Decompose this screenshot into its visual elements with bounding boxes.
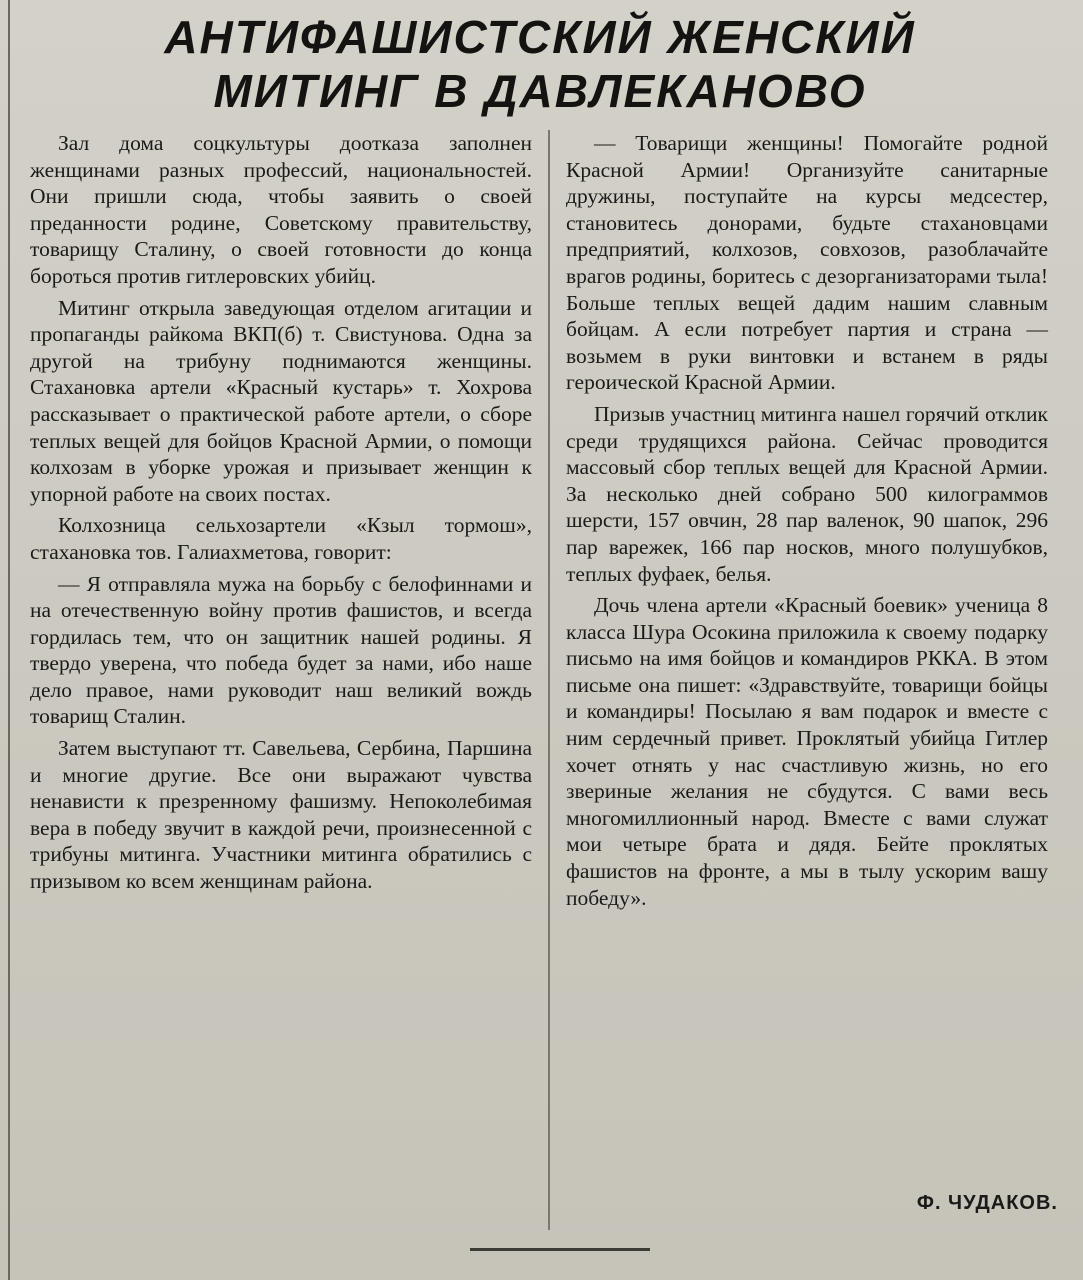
- paragraph: Колхозница сельхозартели «Кзыл тормош», стахановка тов. Галиахметова, говорит:: [30, 513, 532, 564]
- paragraph: Затем выступают тт. Савельева, Сербина, Паршина и многие другие. Все они выражают чувства ненависти к презренному фашизму. Непоколебимая вера в победу звучит в каждой речи, произнесенной с трибуны митинга. Участники митинга обратились с призывом ко всем женщинам района.: [30, 736, 532, 894]
- paragraph: Дочь члена артели «Красный боевик» ученица 8 класса Шура Осокина приложила к своему подарку письмо на имя бойцов и командиров РККА. В этом письме она пишет: «Здравствуйте, товарищи бойцы и командиры! Посылаю я вам подарок и вместе с ним сердечный привет. Проклятый убийца Гитлер хочет отнять у нас счастливую жизнь, но его звериные желания не сбудутся. С вами весь многомиллионный народ. Вместе с вами служат мои четыре брата и дядя. Бейте проклятых фашистов на фронте, а мы в тылу ускорим вашу победу».: [566, 593, 1048, 910]
- left-column: [30, 130, 532, 895]
- bottom-rule: [470, 1248, 650, 1251]
- paragraph: Зал дома соцкультуры доотказа заполнен женщинами разных профессий, национальностей. Они пришли сюда, чтобы заявить о своей преданности родине, Советскому правительству, товарищу Сталину, о своей готовности до конца бороться против гитлеровских убийц.: [30, 131, 532, 288]
- left-margin-rule: [8, 0, 10, 1280]
- headline-line-2: МИТИНГ В ДАВЛЕКАНОВО: [213, 65, 867, 117]
- right-column: [566, 130, 1048, 911]
- paragraph: Призыв участниц митинга нашел горячий отклик среди трудящихся района. Сейчас проводится массовый сбор теплых вещей для Красной Армии. За несколько дней собрано 500 килограммов шерсти, 157 овчин, 28 пар валенок, 90 шапок, 296 пар варежек, 166 пар носков, много полушубков, теплых фуфаек, белья.: [566, 401, 1048, 586]
- column-divider: [548, 130, 550, 1230]
- paragraph: — Товарищи женщины! Помогайте родной Красной Армии! Организуйте санитарные дружины, поступайте на курсы медсестер, становитесь донорами, будьте стахановцами предприятий, колхозов, совхозов, разоблачайте врагов родины, боритесь с дезорганизаторами тыла! Больше теплых вещей дадим нашим славным бойцам. А если потребует партия и страна — возьмем в руки винтовки и встанем в ряды героической Красной Армии.: [566, 131, 1048, 395]
- paragraph: Митинг открыла заведующая отделом агитации и пропаганды райкома ВКП(б) т. Свистунова. Одна за другой на трибуну поднимаются женщины. Стахановка артели «Красный кустарь» т. Хохрова рассказывает о практической работе артели, о сборе теплых вещей для бойцов Красной Армии, о помощи колхозам в уборке урожая и призывает женщин к упорной работе на своих постах.: [30, 295, 532, 506]
- headline-line-1: АНТИФАШИСТСКИЙ ЖЕНСКИЙ: [164, 11, 916, 63]
- author-signature: Ф. ЧУДАКОВ.: [916, 1192, 1058, 1214]
- article-headline: [60, 10, 1020, 118]
- paragraph: — Я отправляла мужа на борьбу с белофиннами и на отечественную войну против фашистов, и всегда гордилась тем, что он защитник нашей родины. Я твердо уверена, что победа будет за нами, ибо наше дело правое, нами руководит наш великий вождь товарищ Сталин.: [30, 571, 532, 729]
